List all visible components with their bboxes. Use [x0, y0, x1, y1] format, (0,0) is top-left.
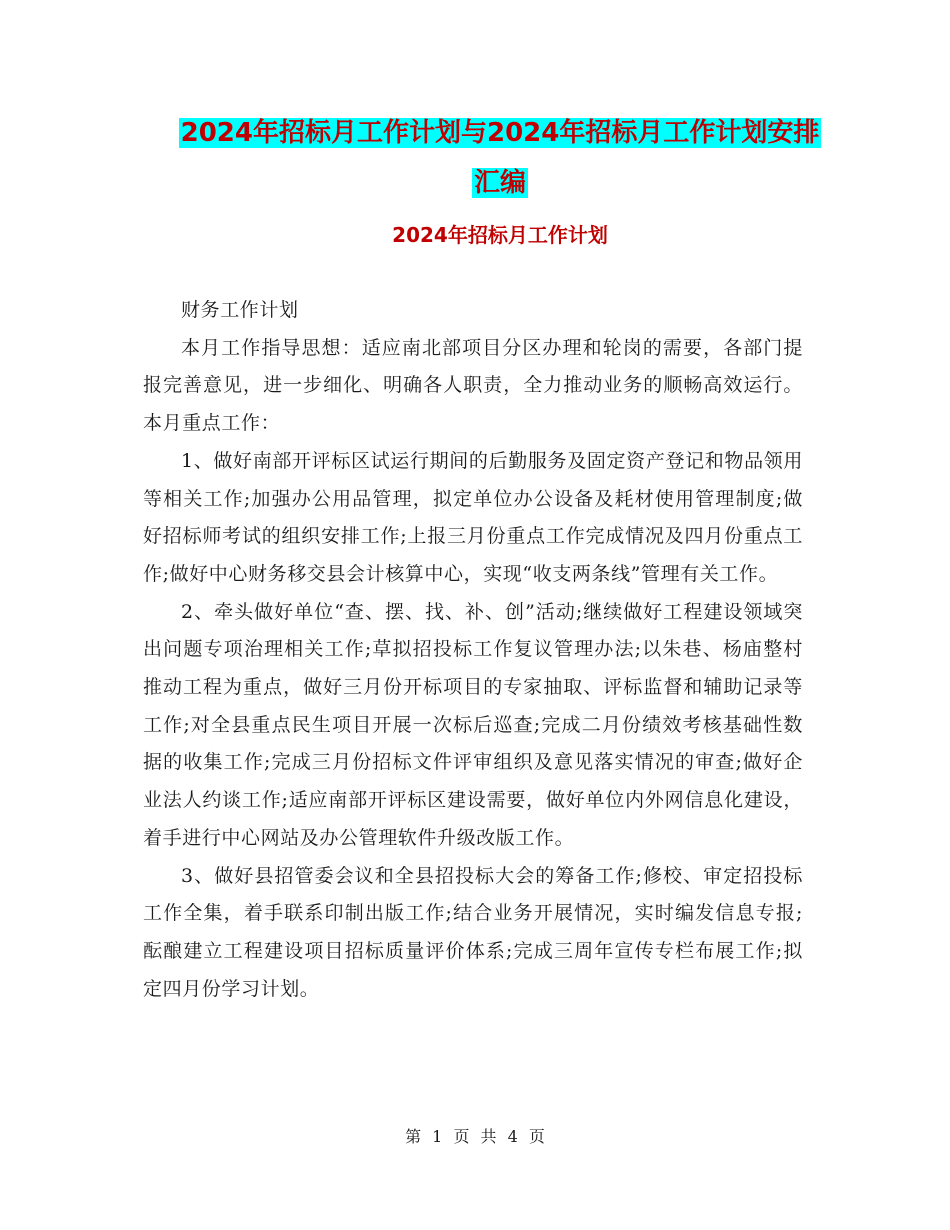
page-footer: 第 1 页 共 4 页	[405, 1127, 545, 1146]
paragraph-item-3: 3、做好县招管委会议和全县招投标大会的筹备工作;修校、审定招投标工作全集，着手联系印制出版工作;结合业务开展情况，实时编发信息专报;酝酿建立工程建设项目招标质量评价体系;完成三周年宣传专栏布展工作;拟定四月份学习计划。	[143, 864, 803, 1000]
document-body	[143, 292, 803, 1008]
paragraph-heading: 财务工作计划	[181, 299, 299, 321]
paragraph-guideline: 本月工作指导思想：适应南北部项目分区办理和轮岗的需要，各部门提报完善意见，进一步细化、明确各人职责，全力推动业务的顺畅高效运行。本月重点工作：	[143, 336, 803, 435]
document-title-line1: 2024年招标月工作计划与2024年招标月工作计划安排	[180, 118, 820, 148]
paragraph-item-1: 1、做好南部开评标区试运行期间的后勤服务及固定资产登记和物品领用等相关工作;加强办公用品管理，拟定单位办公设备及耗材使用管理制度;做好招标师考试的组织安排工作;上报三月份重点工作完成情况及四月份重点工作;做好中心财务移交县会计核算中心，实现“收支两条线”管理有关工作。	[143, 449, 803, 585]
document-title	[140, 108, 860, 208]
document-title-line2: 汇编	[473, 168, 526, 198]
section-title: 2024年招标月工作计划	[392, 223, 608, 247]
paragraph-item-2: 2、牵头做好单位“查、摆、找、补、创”活动;继续做好工程建设领域突出问题专项治理相关工作;草拟招投标工作复议管理办法;以朱巷、杨庙整村推动工程为重点，做好三月份开标项目的专家抽取、评标监督和辅助记录等工作;对全县重点民生项目开展一次标后巡查;完成二月份绩效考核基础性数据的收集工作;完成三月份招标文件评审组织及意见落实情况的审查;做好企业法人约谈工作;适应南部开评标区建设需要，做好单位内外网信息化建设，着手进行中心网站及办公管理软件升级改版工作。	[143, 600, 803, 849]
